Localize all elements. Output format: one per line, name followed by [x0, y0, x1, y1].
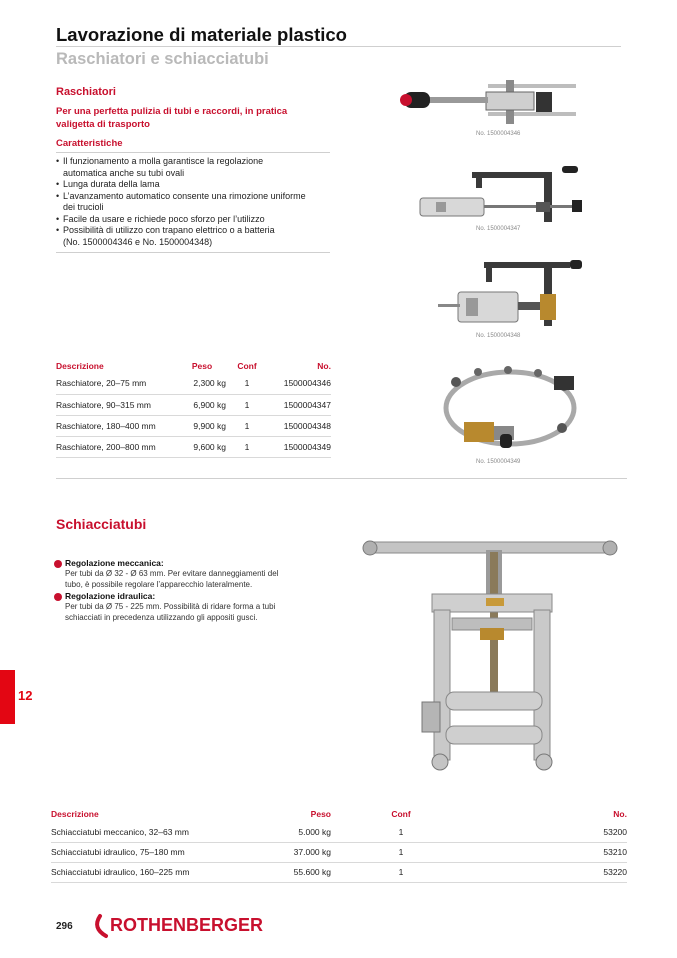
squeezer-item-desc: Per tubi da Ø 32 - Ø 63 mm. Per evitare danneggiamenti del tubo, è possibile regolare l’apparecchio lateralmente.: [65, 569, 279, 589]
title-divider: [56, 46, 621, 47]
bullet-dot: [54, 560, 62, 568]
scraper-image-1: [396, 80, 596, 132]
chapter-tab: [0, 670, 15, 724]
squeezer-item-title: Regolazione idraulica:: [65, 591, 156, 601]
scrapers-lead: [56, 106, 336, 131]
scrapers-table: [56, 358, 331, 458]
chapter-number: 12: [18, 688, 33, 703]
features-heading: Caratteristiche: [56, 138, 123, 149]
squeezer-item-desc: Per tubi da Ø 75 - 225 mm. Possibilità di ridare forma a tubi schiacciati in precedenza utilizzando gli appositi gusci.: [65, 602, 276, 622]
caption-4: No. 1500004349: [476, 459, 521, 465]
scrapers-lead-line2: valigetta di trasporto: [56, 118, 150, 130]
section-divider: [56, 478, 627, 479]
scraper-image-4: [438, 362, 588, 458]
col-header-number: No.: [613, 809, 627, 819]
list-item: • Possibilità di utilizzo con trapano elettrico o a batteria (No. 1500004346 e No. 1500004348): [56, 225, 338, 248]
col-header-pack: Conf: [237, 360, 257, 371]
table-row: Schiacciatubi meccanico, 32–63 mm 5.000 kg 1 53200: [51, 822, 627, 842]
squeezers-table: [51, 806, 627, 883]
table-row: Schiacciatubi idraulico, 75–180 mm 37.000 kg 1 53210: [51, 842, 627, 862]
scraper-image-2: [416, 160, 596, 226]
scraper-image-3: [436, 258, 586, 334]
col-header-description: Descrizione: [51, 809, 99, 819]
caption-1: No. 1500004346: [476, 131, 521, 137]
squeezer-item-title: Regolazione meccanica:: [65, 558, 164, 568]
page-title: Lavorazione di materiale plastico: [56, 24, 347, 45]
brand-name: ROTHENBERGER: [110, 915, 264, 935]
scrapers-lead-line1: Per una perfetta pulizia di tubi e raccordi, in pratica: [56, 106, 288, 117]
table-row: Raschiatore, 90–315 mm 6,900 kg 1 1500004347: [56, 394, 331, 415]
caption-3: No. 1500004348: [476, 333, 521, 339]
features-list: [56, 156, 338, 248]
list-item: • Il funzionamento a molla garantisce la regolazione automatica anche su tubi ovali: [56, 156, 338, 179]
page-number: 296: [56, 921, 73, 932]
col-header-weight: Peso: [191, 360, 213, 371]
caption-2: No. 1500004347: [476, 226, 521, 232]
page-subtitle: Raschiatori e schiacciatubi: [56, 50, 269, 68]
col-header-pack: Conf: [391, 809, 411, 819]
list-item: • Lunga durata della lama: [56, 179, 338, 191]
table-row: Raschiatore, 20–75 mm 2,300 kg 1 1500004346: [56, 373, 331, 394]
list-item: • Facile da usare e richiede poco sforzo per l’utilizzo: [56, 214, 338, 226]
table-row: Raschiatore, 200–800 mm 9,600 kg 1 1500004349: [56, 436, 331, 457]
table-row: Schiacciatubi idraulico, 160–225 mm 55.600 kg 1 53220: [51, 862, 627, 882]
features-bottom-divider: [56, 252, 330, 253]
bullet-dot: [54, 593, 62, 601]
pipe-squeezer-image: [360, 522, 620, 778]
features-divider: [56, 152, 330, 153]
col-header-description: Descrizione: [56, 360, 104, 371]
squeezers-heading: Schiacciatubi: [56, 516, 147, 532]
rothenberger-logo: [90, 910, 300, 940]
col-header-number: No.: [317, 360, 331, 371]
table-row: Raschiatore, 180–400 mm 9,900 kg 1 1500004348: [56, 415, 331, 436]
list-item: • L’avanzamento automatico consente una rimozione uniforme dei trucioli: [56, 191, 338, 214]
col-header-weight: Peso: [310, 809, 331, 819]
scrapers-heading: Raschiatori: [56, 86, 116, 98]
